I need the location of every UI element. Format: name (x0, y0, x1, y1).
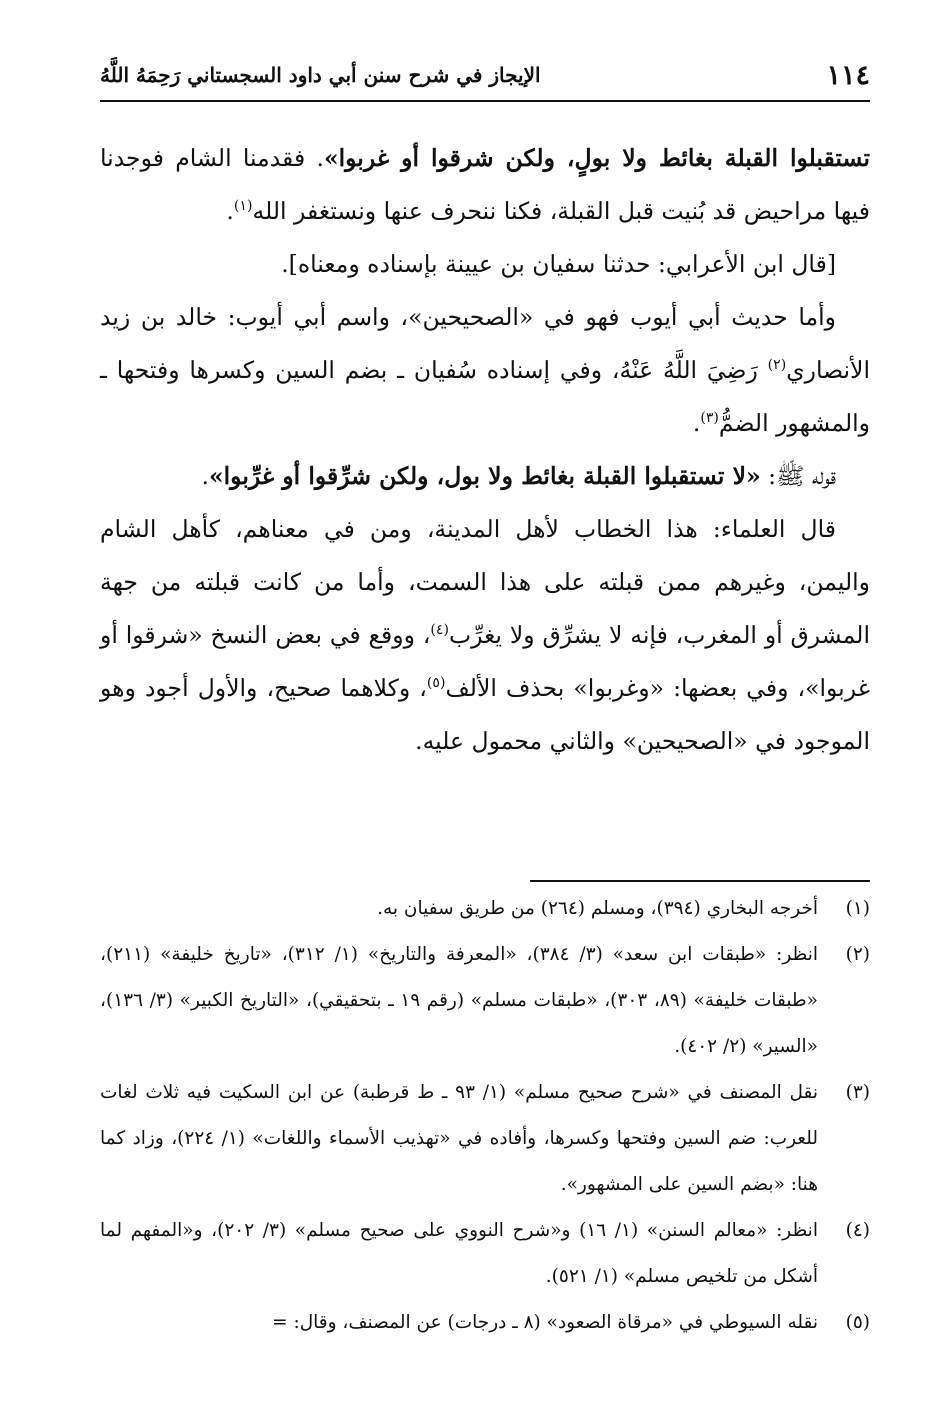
footnote-text: انظر: «طبقات ابن سعد» (٣/ ٣٨٤)، «المعرفة والتاريخ» (١/ ٣١٢)، «تاريخ خليفة» (٢١١)، «طبقات خليفة» (٨٩، ٣٠٣)، «طبقات مسلم» (رقم ١٩ ـ بتحقيقي)، «التاريخ الكبير» (٣/ ١٣٦)، «السير» (٢/ ٤٠٢). (100, 944, 818, 1057)
running-title: الإيجاز في شرح سنن أبي داود السجستاني رَحِمَهُ اللَّهُ (100, 63, 541, 87)
paragraph-2: [قال ابن الأعرابي: حدثنا سفيان بن عيينة بإسناده ومعناه]. (281, 250, 836, 278)
footnote-4 (100, 1208, 870, 1300)
paragraph-5-text-a: قال العلماء: هذا الخطاب لأهل المدينة، ومن في معناهم، كأهل الشام واليمن، وغيرهم ممن قبلته على هذا السمت، وأما من كانت قبلته من جهة المشرق أو المغرب، فإنه لا يشرِّق ولا يغرِّب (100, 515, 871, 649)
footnote-1 (100, 886, 870, 932)
paragraph-5-text-b: ، ووقع في بعض النسخ «شرقوا أو غربوا»، وفي بعضها: «وغربوا» بحذف الألف (100, 621, 870, 702)
footnote-number: (٣) (845, 1082, 870, 1103)
paragraph-1 (100, 132, 870, 238)
footnote-rule (530, 880, 870, 882)
footnote-number: (١) (845, 898, 870, 919)
paragraph-3-end: . (692, 409, 701, 437)
paragraph-4-lead: قوله ﷺ: (760, 462, 836, 490)
footnotes (100, 886, 870, 1346)
footnote-ref-3: (٣) (700, 410, 719, 427)
footnote-ref-5: (٥) (426, 675, 446, 692)
footnote-text: انظر: «معالم السنن» (١/ ١٦) و«شرح النووي على صحيح مسلم» (٣/ ٢٠٢)، و«المفهم لما أشكل من تلخيص مسلم» (١/ ٥٢١). (100, 1220, 818, 1287)
footnote-number: (٥) (845, 1312, 870, 1333)
footnote-text: نقله السيوطي في «مرقاة الصعود» (٨ ـ درجات) عن المصنف، وقال: = (272, 1312, 818, 1333)
paragraph-4-hadith: «لا تستقبلوا القبلة بغائط ولا بول، ولكن شرِّقوا أو غرِّبوا» (208, 462, 761, 490)
footnote-ref-1: (١) (233, 198, 253, 215)
header-rule (100, 100, 870, 102)
paragraph-4 (100, 450, 870, 503)
main-text (100, 132, 870, 768)
paragraph-1-text: . فقدمنا الشام فوجدنا فيها مراحيض قد بُنيت قبل القبلة، فكنا ننحرف عنها ونستغفر الله (100, 144, 870, 225)
footnote-text: نقل المصنف في «شرح صحيح مسلم» (١/ ٩٣ ـ ط قرطبة) عن ابن السكيت فيه ثلاث لغات للعرب: ضم السين وفتحها وكسرها، وأفاده في «تهذيب الأسماء واللغات» (١/ ٢٢٤)، وزاد كما هنا: «بضم السين على المشهور». (100, 1082, 819, 1195)
page-header (100, 52, 870, 98)
footnote-ref-4: (٤) (430, 622, 449, 639)
footnote-number: (٢) (845, 944, 870, 965)
footnote-2 (100, 932, 870, 1070)
footnote-5 (100, 1300, 870, 1346)
paragraph-3 (100, 291, 870, 450)
paragraph-5 (100, 503, 870, 768)
paragraph-1-end: . (226, 197, 234, 225)
paragraph-3-text-a: وأما حديث أبي أيوب فهو في «الصحيحين»، واسم أبي أيوب: خالد بن زيد الأنصاري (100, 303, 870, 384)
footnote-number: (٤) (845, 1220, 870, 1241)
paragraph-1-bold: تستقبلوا القبلة بغائط ولا بولٍ، ولكن شرقوا أو غربوا» (323, 144, 870, 172)
footnote-ref-2: (٢) (767, 357, 787, 374)
footnote-text: أخرجه البخاري (٣٩٤)، ومسلم (٢٦٤) من طريق سفيان به. (377, 898, 818, 919)
page-number: ١١٤ (826, 59, 870, 91)
paragraph-5-text-c: ، وكلاهما صحيح، والأول أجود وهو الموجود في «الصحيحين» والثاني محمول عليه. (100, 674, 870, 755)
footnote-3 (100, 1070, 870, 1208)
paragraph-3-text-b: رَضِيَ اللَّهُ عَنْهُ، وفي إسناده سُفيان ـ بضم السين وكسرها وفتحها ـ والمشهور الضمُّ (100, 356, 870, 437)
paragraph-4-end: . (201, 462, 209, 490)
